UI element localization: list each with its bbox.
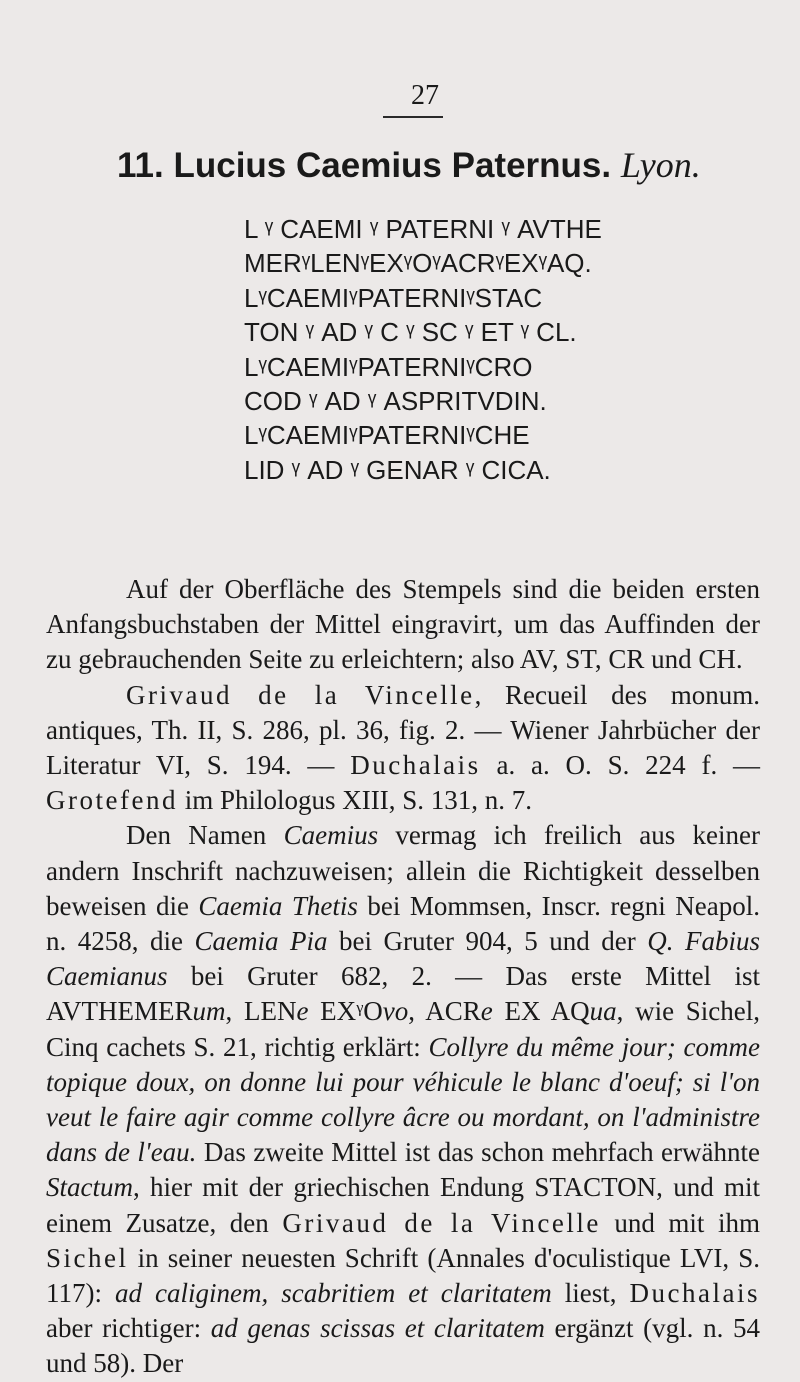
- inscription-line: LᵞCAEMIᵞPATERNIᵞSTAC: [244, 282, 543, 313]
- paragraph-stamp-description: Auf der Oberfläche des Stempels sind die beiden ersten Anfangsbuchstaben der Mittel eingravirt, um das Auffinden der zu gebrauchenden Seite zu erleichtern; also AV, ST, CR und CH.: [46, 574, 760, 675]
- inscription-line: TON ᵞ AD ᵞ C ᵞ SC ᵞ ET ᵞ CL.: [244, 317, 577, 348]
- author-name: Sichel: [46, 1242, 129, 1273]
- section-heading: [117, 144, 701, 186]
- page-number: 27: [411, 80, 439, 111]
- author-name: Grivaud de la Vincelle: [282, 1207, 601, 1238]
- body-text: [46, 572, 760, 1382]
- inscription-line: LᵞCAEMIᵞPATERNIᵞCHE: [244, 420, 530, 451]
- paragraph-discussion: Den Namen Caemius vermag ich freilich aus keiner andern Inschrift nachzuweisen; allein die Richtigkeit desselben beweisen die Caemia Thetis bei Mommsen, Inscr. regni Neapol. n. 4258, die Caemia Pia bei Gruter 904, 5 und der Q. Fabius Caemianus bei Gruter 682, 2. — Das erste Mittel ist AVTHEMERum, LENe EXᵞOvo, ACRe EX AQua, wie Sichel, Cinq cachets S. 21, richtig erklärt: Collyre du même jour; comme topique doux, on donne lui pour véhicule le blanc d'oeuf; si l'on veut le faire agir comme collyre âcre ou mordant, on l'administre dans de l'eau. Das zweite Mittel ist das schon mehrfach erwähnte Stactum, hier mit der griechischen Endung STACTON, und mit einem Zusatze, den Grivaud de la Vincelle und mit ihm Sichel in seiner neuesten Schrift (Annales d'oculistique LVI, S. 117): ad caliginem, scabritiem et claritatem liest, Duchalais aber richtiger: ad genas scissas et claritatem ergänzt (vgl. n. 54 und 58). Der: [46, 820, 761, 1379]
- author-name: Grivaud de la Vincelle: [126, 679, 475, 710]
- heading-number: 11.: [117, 146, 164, 185]
- author-name: Duchalais: [350, 750, 481, 781]
- inscription-line: LᵞCAEMIᵞPATERNIᵞCRO: [244, 351, 533, 382]
- paragraph-references: Grivaud de la Vincelle, Recueil des monum. antiques, Th. II, S. 286, pl. 36, fig. 2. — Wiener Jahrbücher der Literatur VI, S. 194. — Duchalais a. a. O. S. 224 f. — Grotefend im Philologus XIII, S. 131, n. 7.: [46, 679, 760, 816]
- inscription-line: MERᵞLENᵞEXᵞOᵞACRᵞEXᵞAQ.: [244, 248, 592, 279]
- heading-place: Lyon.: [620, 145, 701, 185]
- inscription-line: LID ᵞ AD ᵞ GENAR ᵞ CICA.: [244, 454, 551, 485]
- french-quotation: Collyre du même jour; comme topique doux, on donne lui pour véhicule le blanc d'oeuf; si l'on veut le faire agir comme collyre âcre ou mordant, on l'administre dans de l'eau.: [46, 1031, 760, 1168]
- page-number-rule: [383, 116, 443, 118]
- inscription-line: L ᵞ CAEMI ᵞ PATERNI ᵞ AVTHE: [244, 214, 602, 244]
- heading-title: Lucius Caemius Paternus.: [173, 146, 612, 185]
- author-name: Grotefend: [46, 785, 178, 816]
- author-name: Duchalais: [629, 1278, 760, 1309]
- inscription-line: COD ᵞ AD ᵞ ASPRITVDIN.: [244, 386, 547, 417]
- inscription-block: [244, 212, 602, 487]
